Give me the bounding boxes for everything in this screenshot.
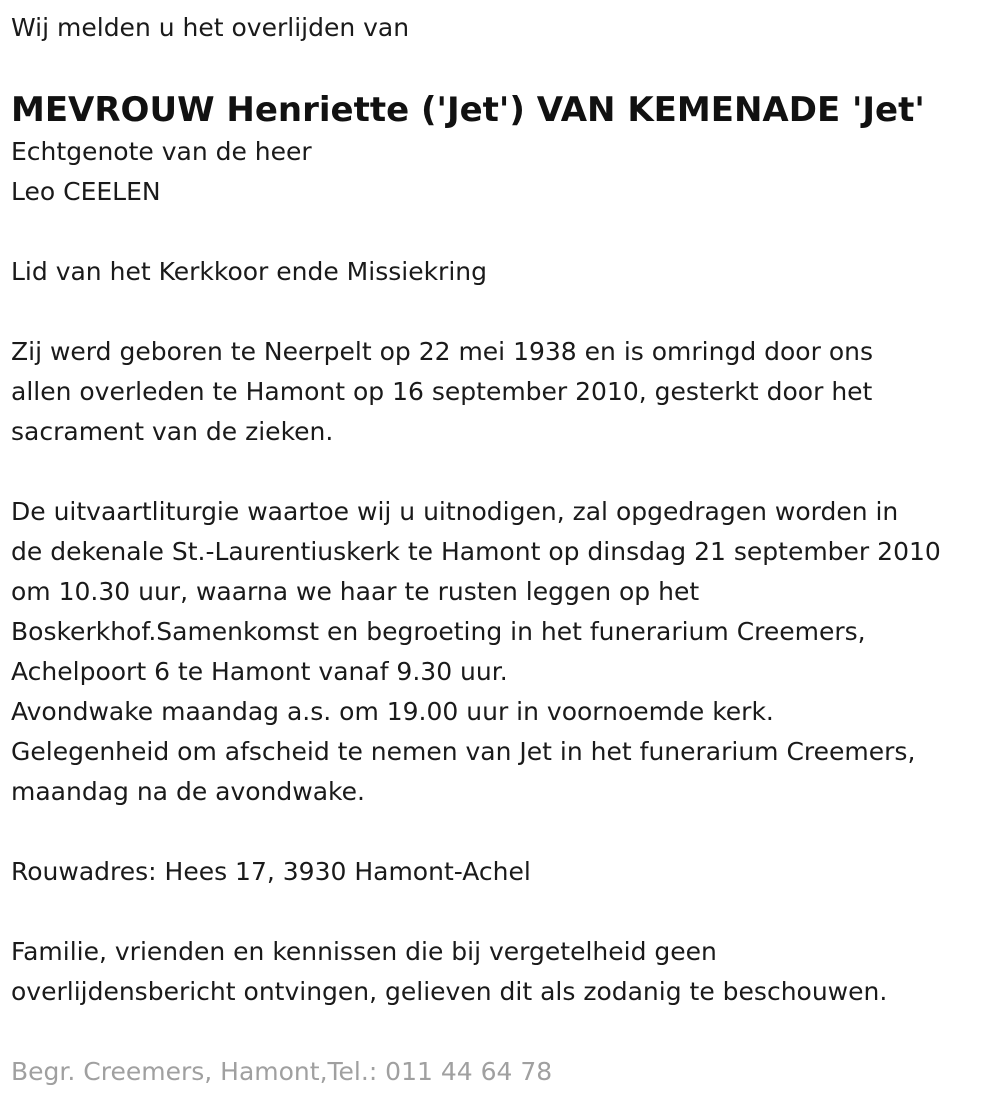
spacer bbox=[11, 452, 1000, 492]
birth-death-paragraph bbox=[11, 332, 1000, 452]
paragraph-line: de dekenale St.-Laurentiuskerk te Hamont op dinsdag 21 september 2010 bbox=[11, 537, 941, 566]
paragraph-line: maandag na de avondwake. bbox=[11, 777, 365, 806]
spacer bbox=[11, 212, 1000, 252]
spacer bbox=[11, 812, 1000, 852]
paragraph-line: De uitvaartliturgie waartoe wij u uitnodigen, zal opgedragen worden in bbox=[11, 497, 899, 526]
closing-paragraph bbox=[11, 932, 1000, 1012]
paragraph-line: sacrament van de zieken. bbox=[11, 417, 334, 446]
paragraph-line: Achelpoort 6 te Hamont vanaf 9.30 uur. bbox=[11, 657, 508, 686]
membership-text: Lid van het Kerkkoor ende Missiekring bbox=[11, 257, 487, 286]
spacer bbox=[11, 1012, 1000, 1052]
paragraph-line: Avondwake maandag a.s. om 19.00 uur in voornoemde kerk. bbox=[11, 697, 774, 726]
paragraph-line: allen overleden te Hamont op 16 september 2010, gesterkt door het bbox=[11, 377, 873, 406]
paragraph-line: Gelegenheid om afscheid te nemen van Jet in het funerarium Creemers, bbox=[11, 737, 916, 766]
paragraph-line: om 10.30 uur, waarna we haar te rusten leggen op het bbox=[11, 577, 700, 606]
paragraph-line: Familie, vrienden en kennissen die bij vergetelheid geen bbox=[11, 937, 717, 966]
funeral-paragraph bbox=[11, 492, 1000, 812]
paragraph-line: Zij werd geboren te Neerpelt op 22 mei 1938 en is omringd door ons bbox=[11, 337, 873, 366]
mourning-address: Rouwadres: Hees 17, 3930 Hamont-Achel bbox=[11, 857, 531, 886]
deceased-name: MEVROUW Henriette ('Jet') VAN KEMENADE 'Jet' bbox=[11, 90, 925, 130]
spacer bbox=[11, 892, 1000, 932]
spouse-line-1: Echtgenote van de heer bbox=[11, 137, 312, 166]
spouse-line-2: Leo CEELEN bbox=[11, 177, 161, 206]
spacer bbox=[11, 292, 1000, 332]
paragraph-line: overlijdensbericht ontvingen, gelieven dit als zodanig te beschouwen. bbox=[11, 977, 888, 1006]
undertaker-footer: Begr. Creemers, Hamont,Tel.: 011 44 64 78 bbox=[11, 1057, 553, 1086]
intro-text: Wij melden u het overlijden van bbox=[11, 13, 410, 42]
paragraph-line: Boskerkhof.Samenkomst en begroeting in het funerarium Creemers, bbox=[11, 617, 866, 646]
